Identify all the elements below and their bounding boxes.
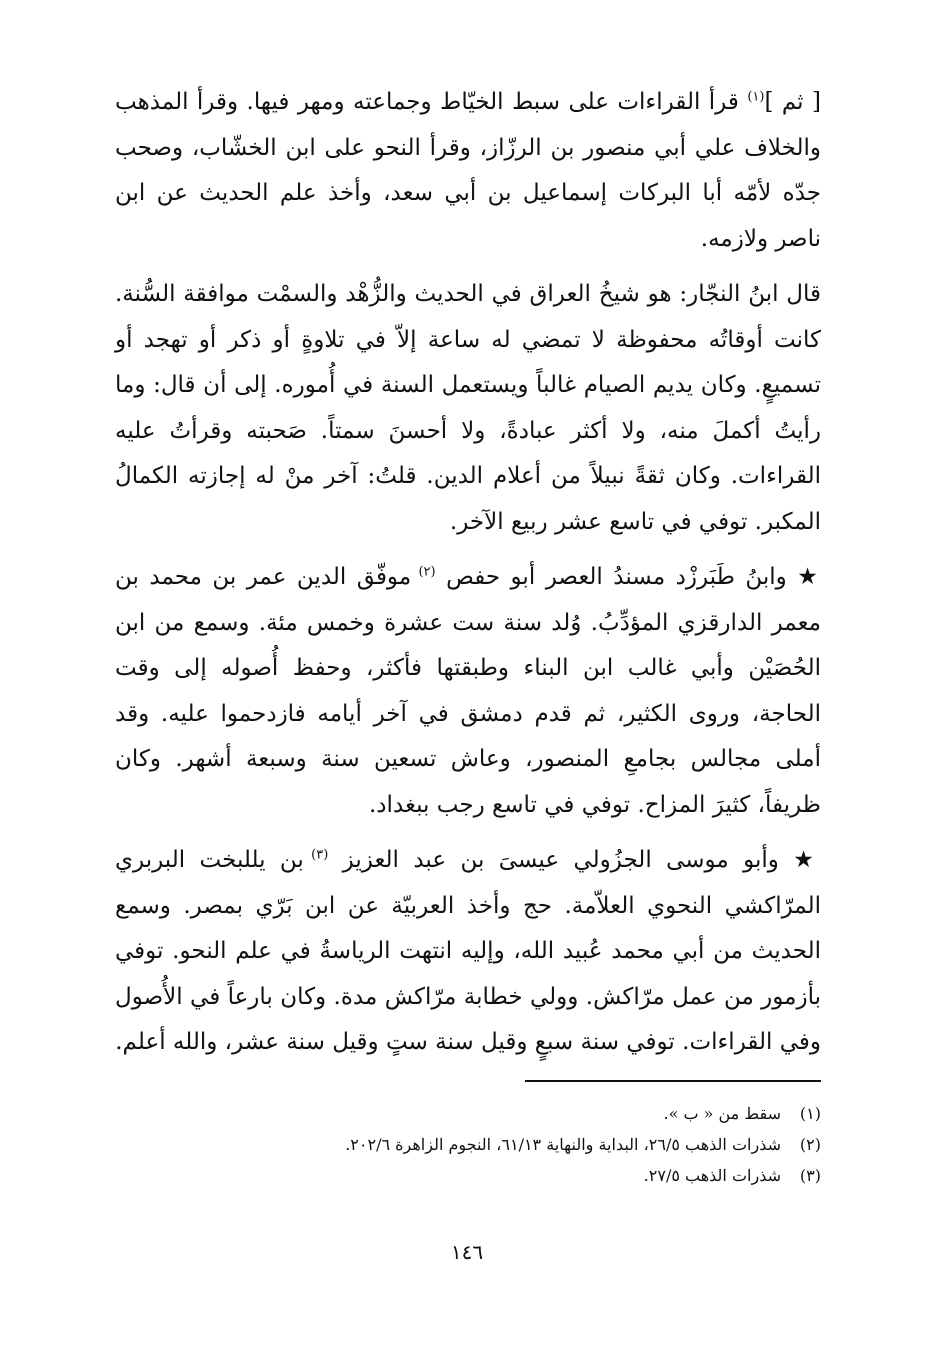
paragraph-text: بن يللبخت البربري المرّاكشي النحوي العلاّمة. حج وأخذ العربيّة عن ابن بَرّي بمصر. وسمع الحديث من أبي محمد عُبيد الله، وإليه انتهت الرياسةُ في علم النحو. توفي بأزمور من عمل مرّاكش. وولي خطابة مرّاكش مدة. وكان بارعاً في الأُصول وفي القراءات. توفي سنة سبعٍ وقيل سنة ستٍ وقيل سنة عشر، والله أعلم. (115, 847, 821, 1055)
paragraph-text: ★ وأبو موسى الجزُولي عيسىَ بن عبد العزيز (342, 847, 821, 873)
footnote-number: (٢) (799, 1135, 821, 1154)
paragraph-1 (115, 80, 821, 262)
paragraph-2 (115, 272, 821, 545)
paragraph-3 (115, 555, 821, 828)
footnote-2 (115, 1129, 821, 1160)
paragraph-4 (115, 838, 821, 1066)
paragraph-text: [ ثم ] (764, 89, 821, 115)
paragraph-text: قال ابنُ النجّار: هو شيخُ العراق في الحديث والزُّهْد والسمْت موافقة السُّنة. كانت أوقاتُه محفوظة لا تمضي له ساعة إلاّ في تلاوةٍ أو ذكر أو تهجد أو تسميعٍ. وكان يديم الصيام غالباً ويستعمل السنة في أُموره. إلى أن قال: وما رأيتُ أكملَ منه، ولا أكثر عبادةً، ولا أحسنَ سمتاً. صَحبته وقرأتُ عليه القراءات. وكان ثقةً نبيلاً من أعلام الدين. قلتُ: آخر منْ له إجازته الكمالُ المكبر. توفي في تاسع عشر ربيع الآخر. (115, 281, 821, 535)
paragraph-text: ★ وابنُ طَبَرزْد مسندُ العصر أبو حفص (446, 564, 821, 590)
main-text (115, 80, 821, 1066)
footnote-text: شذرات الذهب ٢٦/٥، البداية والنهاية ٦١/١٣، النجوم الزاهرة ٢٠٢/٦. (345, 1135, 781, 1154)
footnotes (115, 1098, 821, 1191)
footnote-ref-1[interactable]: (١) (747, 89, 765, 105)
footnote-text: سقط من « ب ». (663, 1104, 781, 1123)
footnote-number: (٣) (799, 1166, 821, 1185)
paragraph-text: موفّق الدين عمر بن محمد بن معمر الدارقزي المؤدِّبُ. وُلد سنة ست عشرة وخمس مئة. وسمع من ابن الحُصَيْن وأبي غالب ابن البناء وطبقتها فأكثر، وحفظ أُصوله إلى وقت الحاجة، وروى الكثير، ثم قدم دمشق في آخر أيامه فازدحموا عليه. وقد أملى مجالس بجامعِ المنصور، وعاش تسعين سنة وسبعة أشهر. وكان ظريفاً، كثيرَ المزاح. توفي في تاسع رجب ببغداد. (115, 564, 821, 818)
footnote-1 (115, 1098, 821, 1129)
footnote-divider (525, 1080, 821, 1082)
page-number: ١٤٦ (450, 1240, 484, 1264)
footnote-number: (١) (799, 1104, 821, 1123)
footnote-ref-2[interactable]: (٢) (418, 564, 436, 580)
footnote-text: شذرات الذهب ٢٧/٥. (643, 1166, 781, 1185)
footnote-3 (115, 1160, 821, 1191)
paragraph-text: قرأ القراءات على سبط الخيّاط وجماعته ومهر فيها. وقرأ المذهب والخلاف علي أبي منصور بن الرزّاز، وقرأ النحو على ابن الخشّاب، وصحب جدّه لأمّه أبا البركات إسماعيل بن أبي سعد، وأخذ علم الحديث عن ابن ناصر ولازمه. (115, 89, 821, 252)
footnote-ref-3[interactable]: (٣) (311, 847, 329, 863)
